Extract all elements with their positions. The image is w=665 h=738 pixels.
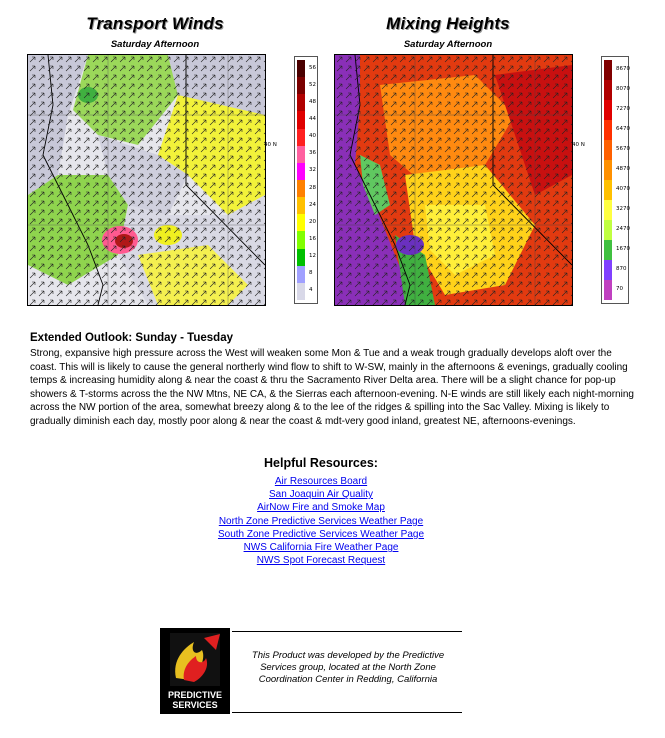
- legend-label: 44: [309, 116, 316, 122]
- legend-swatch: [604, 200, 612, 220]
- transport-winds-subtitle: Saturday Afternoon: [110, 39, 200, 50]
- transport-winds-title: Transport Winds: [86, 14, 224, 33]
- legend-label: 3270: [616, 206, 630, 212]
- legend-label: 7270: [616, 106, 630, 112]
- legend-swatch: [604, 140, 612, 160]
- link-air-resources-board[interactable]: Air Resources Board: [274, 476, 368, 487]
- legend-label: 8670: [616, 66, 630, 72]
- legend-swatch: [604, 280, 612, 300]
- link-nws-spot-forecast[interactable]: NWS Spot Forecast Request: [256, 555, 386, 567]
- legend-swatch: [297, 163, 305, 180]
- legend-label: 4070: [616, 186, 630, 192]
- legend-label: 70: [616, 286, 623, 292]
- legend-label: 6470: [616, 126, 630, 132]
- legend-swatch: [297, 77, 305, 94]
- legend-swatch: [604, 180, 612, 200]
- link-south-zone-weather[interactable]: South Zone Predictive Services Weather Page: [217, 528, 425, 540]
- transport-winds-map: [27, 54, 266, 306]
- legend-swatch: [297, 214, 305, 231]
- resource-links: [0, 475, 642, 567]
- legend-swatch: [297, 180, 305, 197]
- legend-label: 40: [309, 133, 316, 140]
- link-airnow-fire-smoke-map[interactable]: AirNow Fire and Smoke Map: [257, 502, 385, 514]
- mixing-heights-subtitle: Saturday Afternoon: [403, 39, 493, 50]
- legend-label: 32: [309, 167, 316, 174]
- mixing-heights-lat-label: 40 N: [572, 142, 585, 148]
- legend-swatch: [604, 60, 612, 80]
- legend-label: 56: [309, 64, 316, 71]
- predictive-services-logo: [160, 628, 230, 714]
- link-san-joaquin-air-quality[interactable]: San Joaquin Air Quality: [269, 489, 373, 501]
- legend-label: 52: [309, 81, 316, 88]
- legend-label: 1670: [616, 246, 630, 252]
- legend-label: 16: [309, 236, 316, 242]
- legend-swatch: [297, 231, 305, 248]
- legend-label: 4: [309, 287, 313, 294]
- logo-text-predictive: PREDICTIVE: [167, 690, 223, 700]
- legend-swatch: [297, 266, 305, 283]
- legend-swatch: [604, 160, 612, 180]
- legend-swatch: [297, 129, 305, 146]
- legend-swatch: [297, 283, 305, 300]
- extended-outlook-body: Strong, expansive high pressure across the West will weaken some Mon & Tue and a weak trough gradually develops aloft over the coast. This will is likely to cause the general northerly wind flow to shift to W-SW, mainly in the afternoons & evenings, gradually cooling temps & increasing humidity along & near the coast & thru the Sacramento River Delta area. There will be a slight chance for pop-up showers & T-storms across the the NW Mtns, NE CA, & the Sierras each afternoon-evening. N-E winds are still likely each night-morning across the NW portion of the area, somewhat breezy along & to the lee of the ridges & spilling into the Sac Valley. Mixing is likely to gradually diminish each day, mostly poor along & near the coast & mdt-very good inland, greatest NE, afternoons-evenings.: [30, 348, 634, 427]
- legend-swatch: [604, 240, 612, 260]
- footer-top-rule: [232, 631, 462, 632]
- legend-label: 12: [309, 253, 316, 260]
- legend-label: 8: [309, 270, 313, 277]
- legend-swatch: [297, 94, 305, 111]
- legend-swatch: [604, 80, 612, 100]
- legend-swatch: [297, 249, 305, 266]
- extended-outlook-heading: Extended Outlook: Sunday - Tuesday: [30, 332, 233, 344]
- transport-winds-legend: [294, 56, 318, 304]
- legend-label: 24: [309, 201, 316, 208]
- link-north-zone-weather[interactable]: North Zone Predictive Services Weather Page: [218, 515, 424, 527]
- mixing-heights-title: Mixing Heights: [386, 14, 510, 33]
- logo-text-services: SERVICES: [172, 700, 218, 710]
- legend-label: 8070: [616, 86, 630, 92]
- footer-credit-text: This Product was developed by the Predictive Services group, located at the North Zone Coordination Center in Redding, California: [251, 650, 445, 685]
- transport-winds-lat-label: 40 N: [264, 142, 277, 148]
- legend-swatch: [297, 197, 305, 214]
- legend-swatch: [297, 60, 305, 77]
- legend-swatch: [604, 120, 612, 140]
- legend-swatch: [604, 220, 612, 240]
- legend-swatch: [297, 111, 305, 128]
- legend-label: 2470: [616, 226, 630, 232]
- legend-label: 36: [309, 150, 316, 157]
- link-nws-california-fire-weather[interactable]: NWS California Fire Weather Page: [243, 542, 399, 554]
- helpful-resources-heading: Helpful Resources:: [264, 456, 378, 470]
- legend-swatch: [604, 100, 612, 120]
- legend-label: 5670: [616, 146, 630, 152]
- legend-swatch: [604, 260, 612, 280]
- legend-label: 20: [309, 218, 316, 225]
- mixing-heights-map: [334, 54, 573, 306]
- legend-swatch: [297, 146, 305, 163]
- legend-label: 28: [309, 184, 316, 191]
- mixing-heights-legend: [601, 56, 629, 304]
- legend-label: 48: [309, 98, 316, 105]
- legend-label: 870: [616, 266, 627, 272]
- footer-bottom-rule: [232, 712, 462, 713]
- legend-label: 4870: [616, 166, 630, 172]
